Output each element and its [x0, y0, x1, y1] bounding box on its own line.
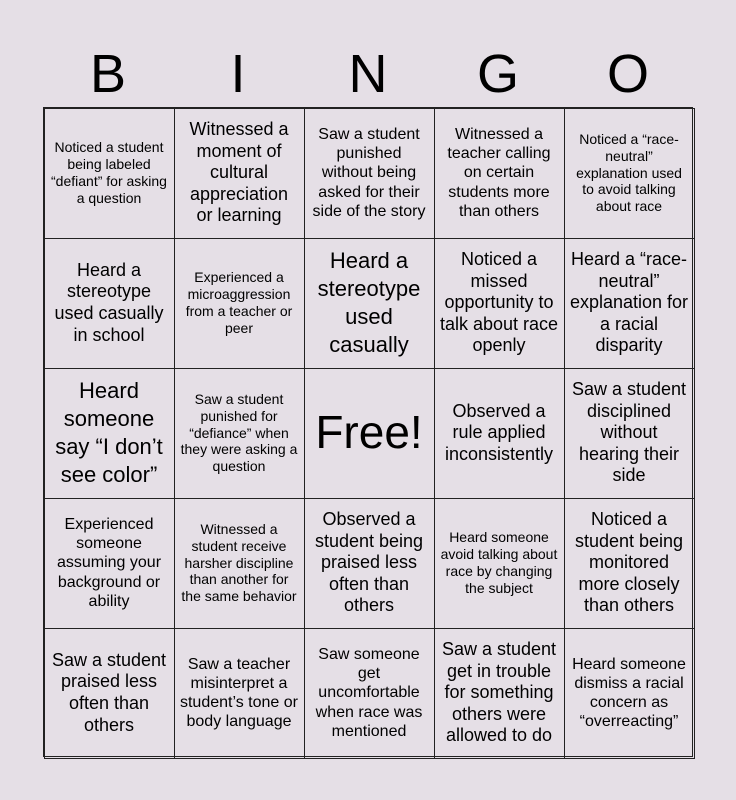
bingo-cell[interactable]: Saw someone get uncomfortable when race was mentioned [304, 628, 435, 759]
bingo-cell[interactable]: Saw a student praised less often than others [44, 628, 175, 759]
bingo-cell[interactable]: Witnessed a moment of cultural appreciation or learning [174, 108, 305, 239]
bingo-card [43, 107, 693, 757]
bingo-cell[interactable]: Noticed a student being monitored more closely than others [564, 498, 695, 629]
bingo-cell[interactable]: Heard a stereotype used casually in school [44, 238, 175, 369]
bingo-cell[interactable]: Heard someone dismiss a racial concern as “overreacting” [564, 628, 695, 759]
bingo-cell[interactable]: Witnessed a teacher calling on certain students more than others [434, 108, 565, 239]
header-letter-o: O [606, 44, 649, 104]
bingo-cell[interactable]: Heard a stereotype used casually [304, 238, 435, 369]
bingo-cell[interactable]: Observed a rule applied inconsistently [434, 368, 565, 499]
bingo-cell[interactable]: Saw a student disciplined without hearing their side [564, 368, 695, 499]
bingo-cell[interactable]: Observed a student being praised less often than others [304, 498, 435, 629]
header-letter-b: B [89, 44, 127, 104]
bingo-cell[interactable]: Heard someone say “I don’t see color” [44, 368, 175, 499]
header-letter-i: I [230, 44, 246, 104]
bingo-header [43, 40, 693, 108]
free-space-cell[interactable]: Free! [304, 368, 435, 499]
bingo-cell[interactable]: Noticed a student being labeled “defiant” for asking a question [44, 108, 175, 239]
bingo-cell[interactable]: Saw a student punished for “defiance” when they were asking a question [174, 368, 305, 499]
bingo-cell[interactable]: Noticed a missed opportunity to talk about race openly [434, 238, 565, 369]
bingo-cell[interactable]: Saw a teacher misinterpret a student’s tone or body language [174, 628, 305, 759]
header-letter-n: N [348, 44, 388, 104]
bingo-cell[interactable]: Heard someone avoid talking about race by changing the subject [434, 498, 565, 629]
bingo-cell[interactable]: Experienced a microaggression from a teacher or peer [174, 238, 305, 369]
bingo-cell[interactable]: Heard a “race-neutral” explanation for a racial disparity [564, 238, 695, 369]
bingo-cell[interactable]: Saw a student get in trouble for something others were allowed to do [434, 628, 565, 759]
bingo-cell[interactable]: Experienced someone assuming your background or ability [44, 498, 175, 629]
header-letter-g: G [476, 44, 519, 104]
bingo-cell[interactable]: Saw a student punished without being asked for their side of the story [304, 108, 435, 239]
bingo-cell[interactable]: Witnessed a student receive harsher discipline than another for the same behavior [174, 498, 305, 629]
bingo-cell[interactable]: Noticed a “race-neutral” explanation used to avoid talking about race [564, 108, 695, 239]
